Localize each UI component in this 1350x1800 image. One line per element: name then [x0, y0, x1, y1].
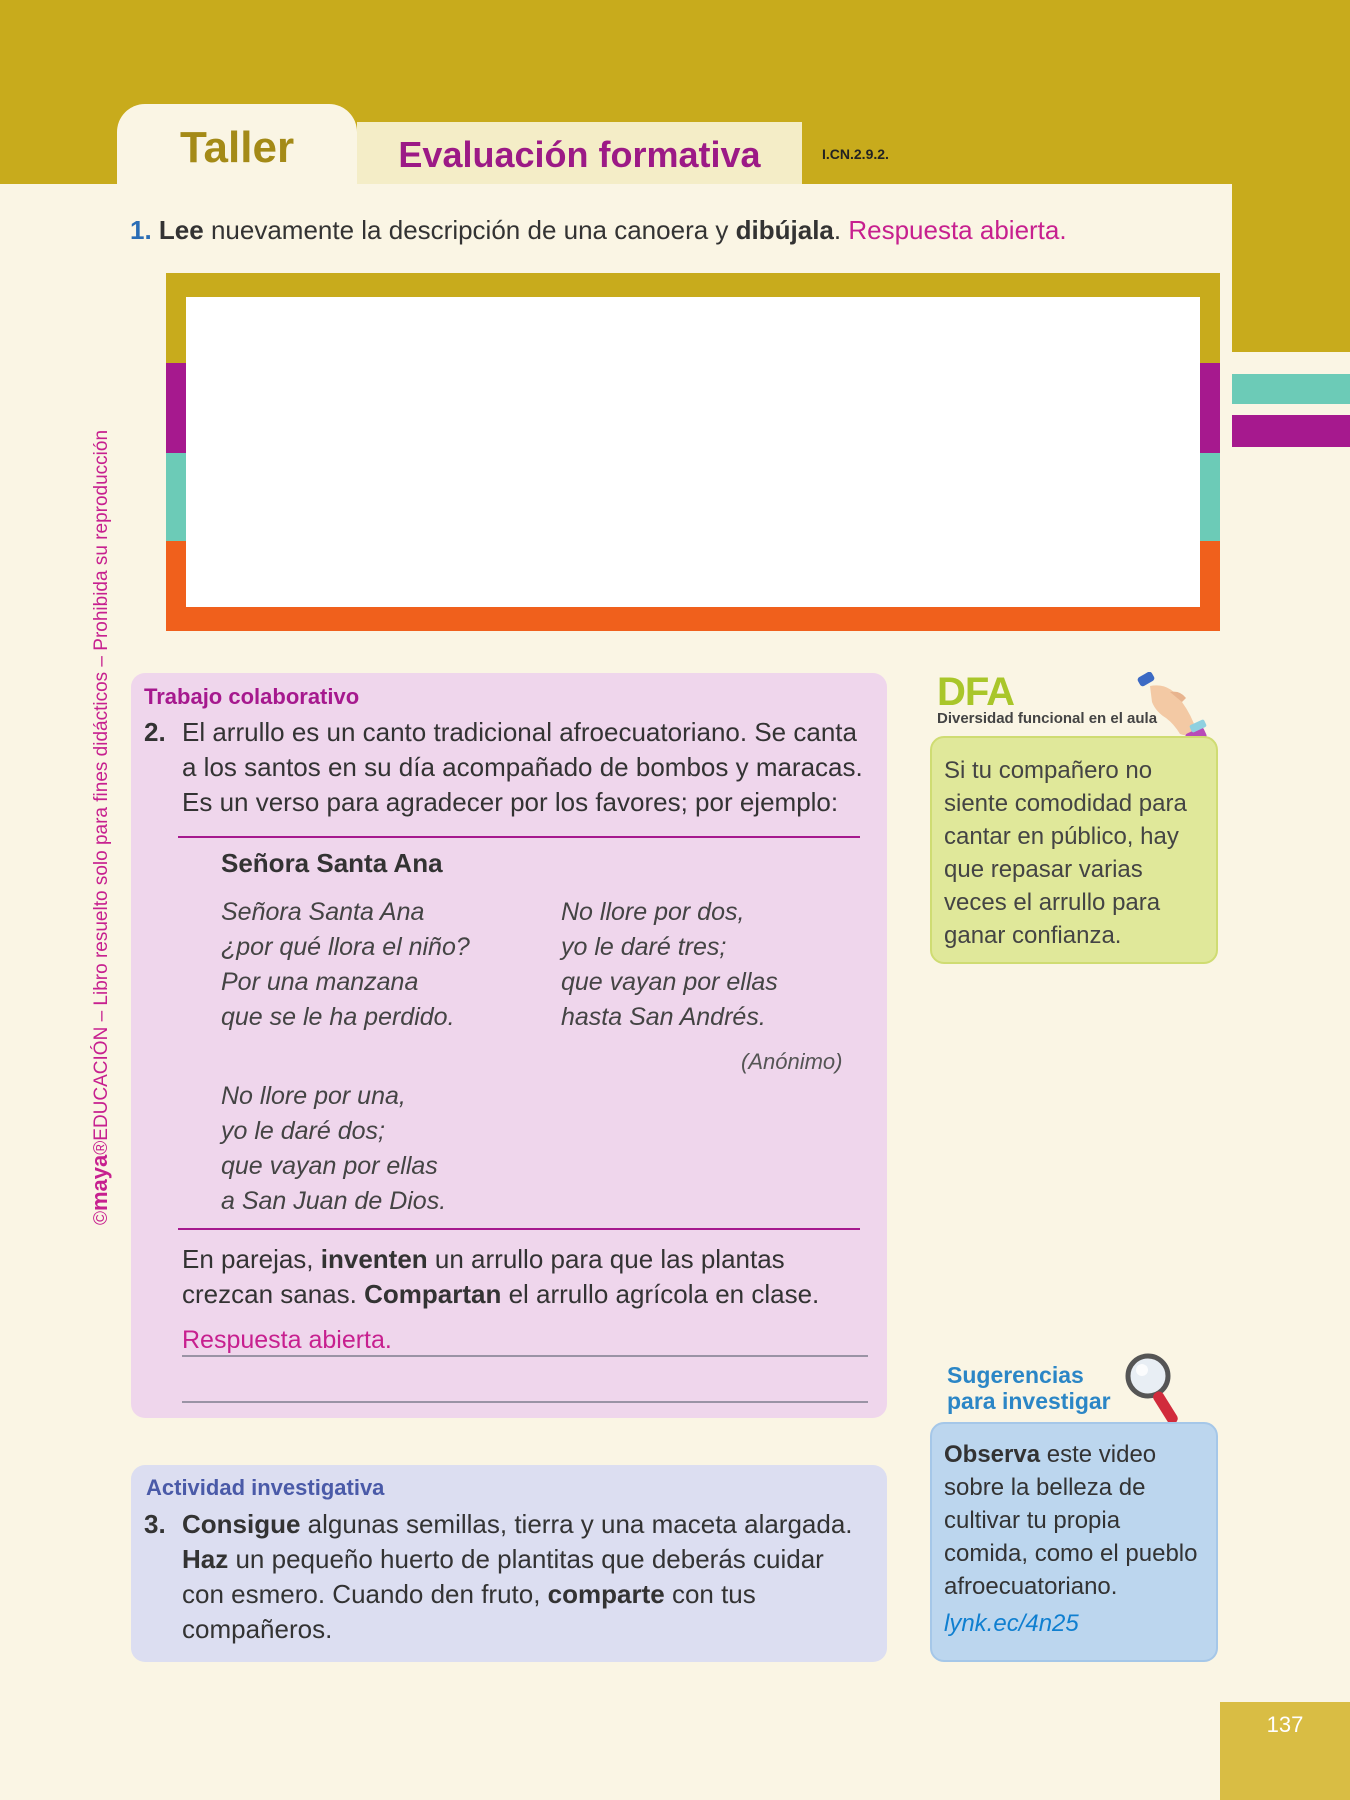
verb-observa: Observa [944, 1441, 1041, 1468]
task-text: el arrullo agrícola en clase. [501, 1279, 820, 1309]
task-text: un arrullo para que las plantas crezcan sanas. [182, 1244, 785, 1309]
verb-inventen: inventen [320, 1244, 428, 1274]
answer-line[interactable] [182, 1355, 868, 1357]
teal-tab-stripe [1232, 374, 1350, 404]
poem-stanza-1 [221, 895, 470, 1035]
verb-dibujala: dibújala [735, 215, 834, 245]
magnifying-glass-icon [1122, 1350, 1188, 1430]
copyright-sidebar [87, 429, 117, 1225]
verb-lee: Lee [158, 215, 204, 245]
tab-evaluacion-formativa [357, 122, 802, 184]
task-text: En parejas, [182, 1244, 321, 1274]
drawing-area[interactable] [186, 297, 1200, 607]
task-text: algunas semillas, tierra y una maceta alargada. [300, 1509, 853, 1539]
poem-bottom-rule [178, 1228, 860, 1230]
poem-author: (Anónimo) [741, 1049, 843, 1074]
sugerencias-box [930, 1422, 1218, 1662]
page-number: 137 [1220, 1702, 1350, 1800]
question-2-intro: El arrullo es un canto tradicional afroecuatoriano. Se canta a los santos en su día acompañado de bombos y maracas. Es un verso para agradecer por los favores; por ejemplo: [182, 717, 863, 817]
question-number: 3. [144, 1509, 166, 1539]
question-number: 2. [144, 717, 166, 747]
actividad-investigativa-heading: Actividad investigativa [146, 1475, 385, 1500]
poem-stanza-3 [561, 895, 778, 1035]
poem-line: a San Juan de Dios. [221, 1187, 447, 1215]
video-link[interactable]: lynk.ec/4n25 [944, 1610, 1079, 1637]
tab-taller [117, 104, 357, 184]
task-text: un pequeño huerto de plantitas que deberás cuidar con esmero. Cuando den fruto, [182, 1544, 824, 1609]
verb-compartan: Compartan [364, 1279, 502, 1309]
poem-top-rule [178, 836, 860, 838]
poem-line: que se le ha perdido. [221, 1003, 455, 1031]
magenta-tab-stripe [1232, 415, 1350, 447]
poem-line: Por una manzana [221, 968, 419, 996]
poem-title: Señora Santa Ana [221, 848, 443, 878]
question-text-end: . [833, 215, 849, 245]
verb-haz: Haz [182, 1544, 229, 1574]
tab-taller-label: Taller [179, 123, 295, 172]
sugerencias-title-line: para investigar [947, 1388, 1111, 1414]
trabajo-colaborativo-heading: Trabajo colaborativo [144, 684, 360, 709]
curriculum-code: I.CN.2.9.2. [822, 146, 889, 162]
task-text: con tus compañeros. [182, 1579, 756, 1644]
poem-line: No llore por dos, [561, 898, 745, 926]
answer-text: Respuesta abierta. [182, 1326, 392, 1354]
dfa-title: DFA [937, 670, 1014, 714]
poem-line: No llore por una, [221, 1082, 406, 1110]
poem-stanza-2 [221, 1079, 446, 1219]
dfa-note: Si tu compañero no siente comodidad para cantar en público, hay que repasar varias veces el arrullo para ganar confianza. [930, 736, 1218, 964]
brand-maya: maya [87, 1154, 112, 1211]
question-3-text [182, 1507, 872, 1647]
verb-consigue: Consigue [182, 1509, 301, 1539]
question-1 [130, 215, 1067, 246]
sugerencias-title-line: Sugerencias [947, 1362, 1084, 1388]
verb-comparte: comparte [547, 1579, 665, 1609]
dfa-subtitle: Diversidad funcional en el aula [937, 710, 1158, 727]
poem-line: que vayan por ellas [561, 968, 778, 996]
answer-line[interactable] [182, 1401, 868, 1403]
answer-text: Respuesta abierta. [848, 215, 1067, 245]
copyright-symbol: © [91, 1211, 112, 1225]
sugerencias-title [947, 1362, 1111, 1414]
poem-line: yo le daré dos; [221, 1117, 385, 1145]
poem-line: ¿por qué llora el niño? [221, 933, 470, 961]
question-number: 1. [130, 215, 152, 245]
question-text: nuevamente la descripción de una canoera y [203, 215, 736, 245]
right-color-band [1232, 184, 1350, 352]
question-2-task [182, 1242, 872, 1312]
poem-line: yo le daré tres; [561, 933, 727, 961]
copyright-text: ®EDUCACIÓN – Libro resuelto solo para fines didácticos – Prohibida su reproducción [91, 429, 112, 1155]
sugerencias-text: este video sobre la belleza de cultivar tu propia comida, como el pueblo afroecuatoriano. [944, 1441, 1198, 1600]
poem-line: que vayan por ellas [221, 1152, 438, 1180]
drawing-frame [166, 273, 1220, 631]
poem-line: hasta San Andrés. [561, 1003, 766, 1031]
tab-evaluacion-label: Evaluación formativa [398, 134, 761, 175]
poem-line: Señora Santa Ana [221, 898, 425, 926]
